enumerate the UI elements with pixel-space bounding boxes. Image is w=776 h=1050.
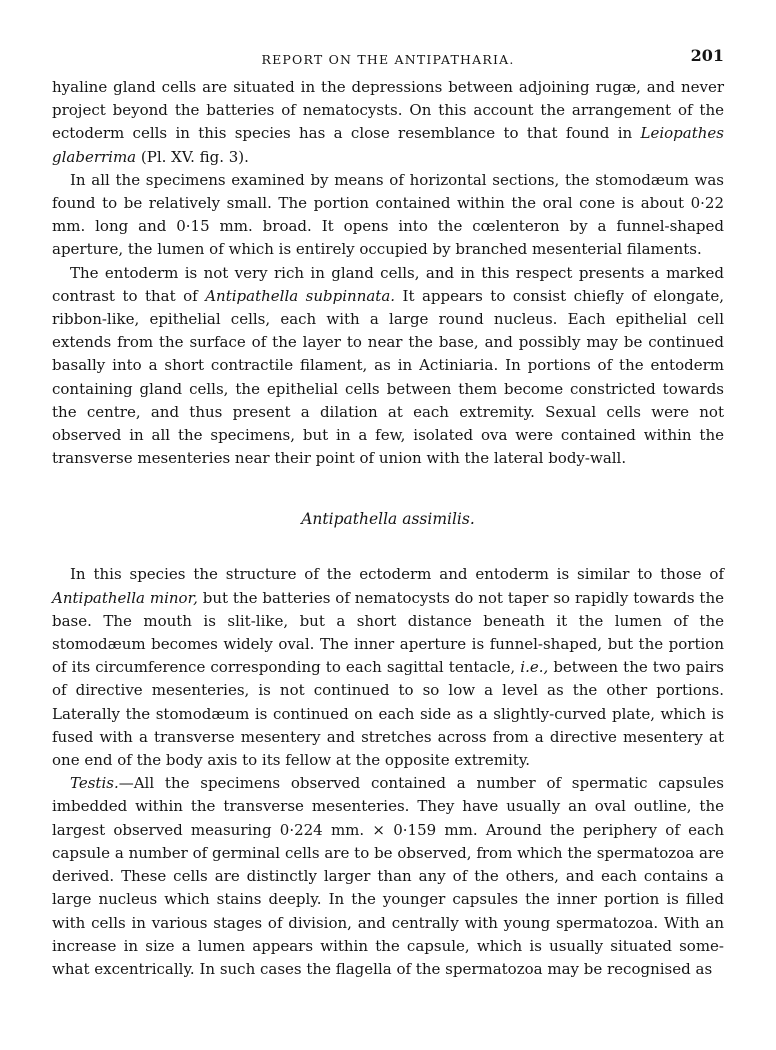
running-title: REPORT ON THE ANTIPATHARIA.	[261, 52, 515, 67]
page	[52, 0, 724, 981]
abbreviation: i.e.,	[520, 658, 549, 677]
text-run: It appears to consist chiefly of elongate, ribbon-like, epithelial cells, each with a large round nucleus. Each epithelial cell extends from the surface of the layer to near the base, and possibly may be continued basally into a short contractile filament, as in Actiniaria. In portions of the entoderm containing gland cells, the epithelial cells between them become constricted towards the centre, and thus present a dilation at each extremity. Sexual cells were not observed in all the specimens, but in a few, isolated ova were contained within the transverse mesenteries near their point of union with the lateral body-wall.	[52, 286, 724, 468]
subsection-title: Testis.	[70, 774, 119, 793]
taxon-name: Antipathella subpinnata.	[205, 286, 396, 305]
text-run: (Pl. XV. fig. 3).	[136, 147, 249, 166]
section-heading: Antipathella assimilis.	[301, 510, 475, 529]
text-run: The entoderm is not very rich in gland cells, and in this respect presents a marked contrast to that of	[52, 263, 724, 305]
page-number: 201	[690, 46, 724, 65]
text-run: between the two pairs of directive mesenteries, is not continued to so low a level as the other portions. Laterally the stomodæum is continued on each side as a slightly-curved plate, which is fused with a transverse mesentery and stretches across from a directive mesentery at one end of the body axis to its fellow at the opposite extremity.	[52, 658, 724, 770]
text-run: hyaline gland cells are situated in the depressions between adjoining rugæ, and never project beyond the batteries of nematocysts. On this account the arrangement of the ectoderm cells in this species has a close resemblance to that found in	[52, 78, 724, 143]
taxon-name: Leiopathes glaberrima	[52, 124, 724, 166]
paragraph-2	[52, 169, 724, 262]
text-run: In all the specimens examined by means of horizontal sections, the stomodæum was found to be relatively small. The portion contained within the oral cone is about 0·22 mm. long and 0·15 mm. broad. It opens into the cœlenteron by a funnel-shaped aperture, the lumen of which is entirely occupied by branched mesenterial filaments.	[52, 170, 724, 259]
text-run: but the batteries of nematocysts do not taper so rapidly towards the base. The mouth is slit-like, but a short distance beneath it the lumen of the stomodæum becomes widely oval. The inner aperture is funnel-shaped, but the portion of its circumference corresponding to each sagittal tentacle,	[52, 588, 724, 677]
text-run: —All the specimens observed contained a number of spermatic capsules imbedded within the transverse mesenteries. They have usually an oval outline, the largest observed measuring 0·224 mm. × 0·159 mm. Around the periphery of each capsule a number of germinal cells are to be observed, from which the spermatozoa are derived. These cells are distinctly larger than any of the others, and each contains a large nucleus which stains deeply. In the younger capsules the inner portion is filled with cells in various stages of division, and centrally with young spermatozoa. With an increase in size a lumen appears within the capsule, which is usually situated some-what excentrically. In such cases the flagella of the spermatozoa may be recognised as	[52, 774, 724, 978]
paragraph-1	[52, 76, 724, 169]
paragraph-3	[52, 262, 724, 471]
body-text	[52, 76, 724, 981]
taxon-name: Antipathella minor,	[52, 588, 198, 607]
running-head	[52, 46, 724, 76]
paragraph-5	[52, 772, 724, 981]
paragraph-4	[52, 563, 724, 772]
text-run: In this species the structure of the ectoderm and entoderm is similar to those of	[70, 565, 724, 584]
